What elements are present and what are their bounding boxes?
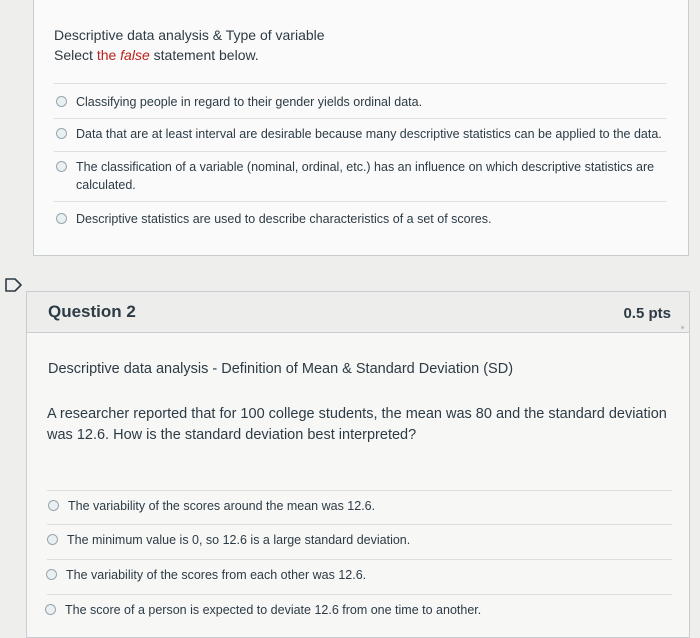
flag-icon[interactable]: [5, 278, 22, 292]
divider: [54, 118, 666, 119]
divider: [54, 151, 666, 152]
answer-label: The minimum value is 0, so 12.6 is a large standard deviation.: [67, 533, 411, 547]
divider: [47, 490, 672, 491]
question-1-card: [33, 0, 689, 256]
question-1-instruction: Select the false statement below.: [54, 47, 259, 63]
question-2-card: [26, 291, 690, 638]
radio-button[interactable]: [48, 500, 59, 511]
answer-label: Classifying people in regard to their gender yields ordinal data.: [76, 95, 423, 109]
question-header: [27, 292, 689, 333]
answer-label: Data that are at least interval are desirable because many descriptive statistics can be applied to the data.: [76, 127, 662, 141]
divider: [47, 594, 672, 595]
answer-label: The classification of a variable (nominal, ordinal, etc.) has an influence on which descriptive statistics are calculated.: [76, 160, 655, 192]
radio-button[interactable]: [47, 534, 58, 545]
answer-label: Descriptive statistics are used to describe characteristics of a set of scores.: [76, 212, 492, 226]
question-title: Question 2: [48, 302, 136, 321]
answer-label: The variability of the scores around the mean was 12.6.: [68, 499, 376, 513]
radio-button[interactable]: [56, 213, 67, 224]
answer-label: The variability of the scores from each other was 12.6.: [66, 568, 367, 582]
radio-button[interactable]: [45, 604, 56, 615]
divider: [54, 201, 666, 202]
decorative-dot: [681, 326, 684, 329]
radio-button[interactable]: [46, 569, 57, 580]
question-text: A researcher reported that for 100 college students, the mean was 80 and the standard deviation was 12.6. How is the standard deviation best interpreted?: [47, 406, 667, 443]
question-1-text: [54, 25, 325, 65]
divider: [54, 83, 666, 84]
question-1-heading: Descriptive data analysis & Type of variable: [54, 27, 325, 43]
radio-button[interactable]: [56, 161, 67, 172]
radio-button[interactable]: [56, 96, 67, 107]
divider: [47, 524, 672, 525]
false-highlight: the false: [96, 47, 150, 63]
radio-button[interactable]: [56, 128, 67, 139]
question-subtitle: Descriptive data analysis - Definition of Mean & Standard Deviation (SD): [48, 361, 514, 377]
question-points: 0.5 pts: [623, 305, 671, 322]
answer-label: The score of a person is expected to deviate 12.6 from one time to another.: [65, 603, 482, 617]
divider: [47, 559, 672, 560]
